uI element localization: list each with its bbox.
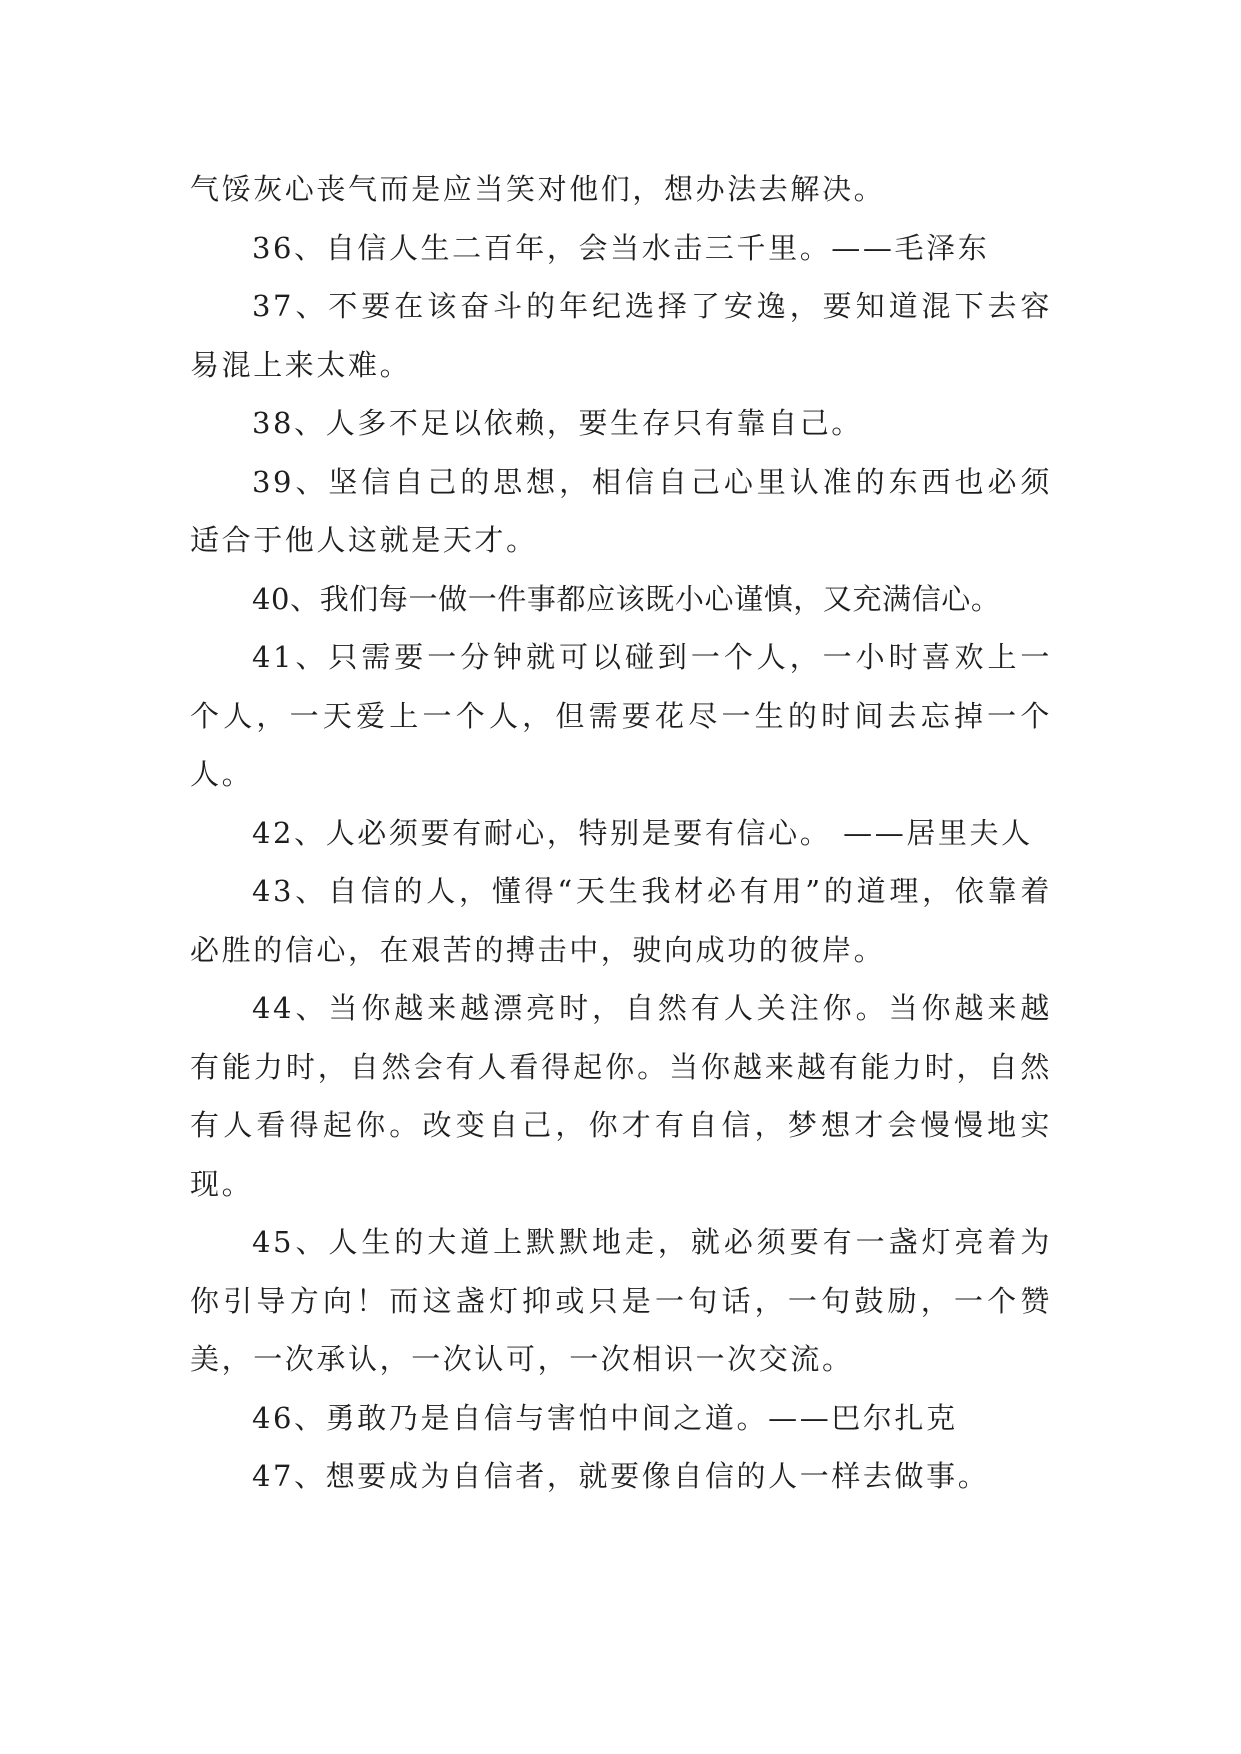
quote-41: 41、只需要一分钟就可以碰到一个人，一小时喜欢上一个人，一天爱上一个人，但需要花尽一生的时间去忘掉一个人。 xyxy=(190,640,1052,791)
quote-44: 44、当你越来越漂亮时，自然有人关注你。当你越来越有能力时，自然会有人看得起你。当你越来越有能力时，自然有人看得起你。改变自己，你才有自信，梦想才会慢慢地实现。 xyxy=(190,991,1052,1201)
quote-39: 39、坚信自己的思想，相信自己心里认准的东西也必须适合于他人这就是天才。 xyxy=(190,464,1052,557)
quote-36: 36、自信人生二百年，会当水击三千里。——毛泽东 xyxy=(252,230,990,265)
quote-46: 46、勇敢乃是自信与害怕中间之道。——巴尔扎克 xyxy=(252,1400,958,1435)
document-body xyxy=(190,160,1052,1506)
quote-47: 47、想要成为自信者，就要像自信的人一样去做事。 xyxy=(252,1459,990,1493)
quote-37: 37、不要在该奋斗的年纪选择了安逸，要知道混下去容易混上来太难。 xyxy=(190,289,1052,382)
quote-45: 45、人生的大道上默默地走，就必须要有一盏灯亮着为你引导方向！而这盏灯抑或只是一句话，一句鼓励，一个赞美，一次承认，一次认可，一次相识一次交流。 xyxy=(190,1225,1052,1376)
quote-43: 43、自信的人，懂得“天生我材必有用”的道理，依靠着必胜的信心，在艰苦的搏击中，驶向成功的彼岸。 xyxy=(190,874,1052,967)
quote-40: 40、我们每一做一件事都应该既小心谨慎，又充满信心。 xyxy=(252,581,1001,616)
quote-42: 42、人必须要有耐心，特别是要有信心。 ——居里夫人 xyxy=(252,815,1033,850)
quote-38: 38、人多不足以依赖，要生存只有靠自己。 xyxy=(252,406,863,440)
paragraph-continuation: 气馁灰心丧气而是应当笑对他们，想办法去解决。 xyxy=(190,172,886,206)
